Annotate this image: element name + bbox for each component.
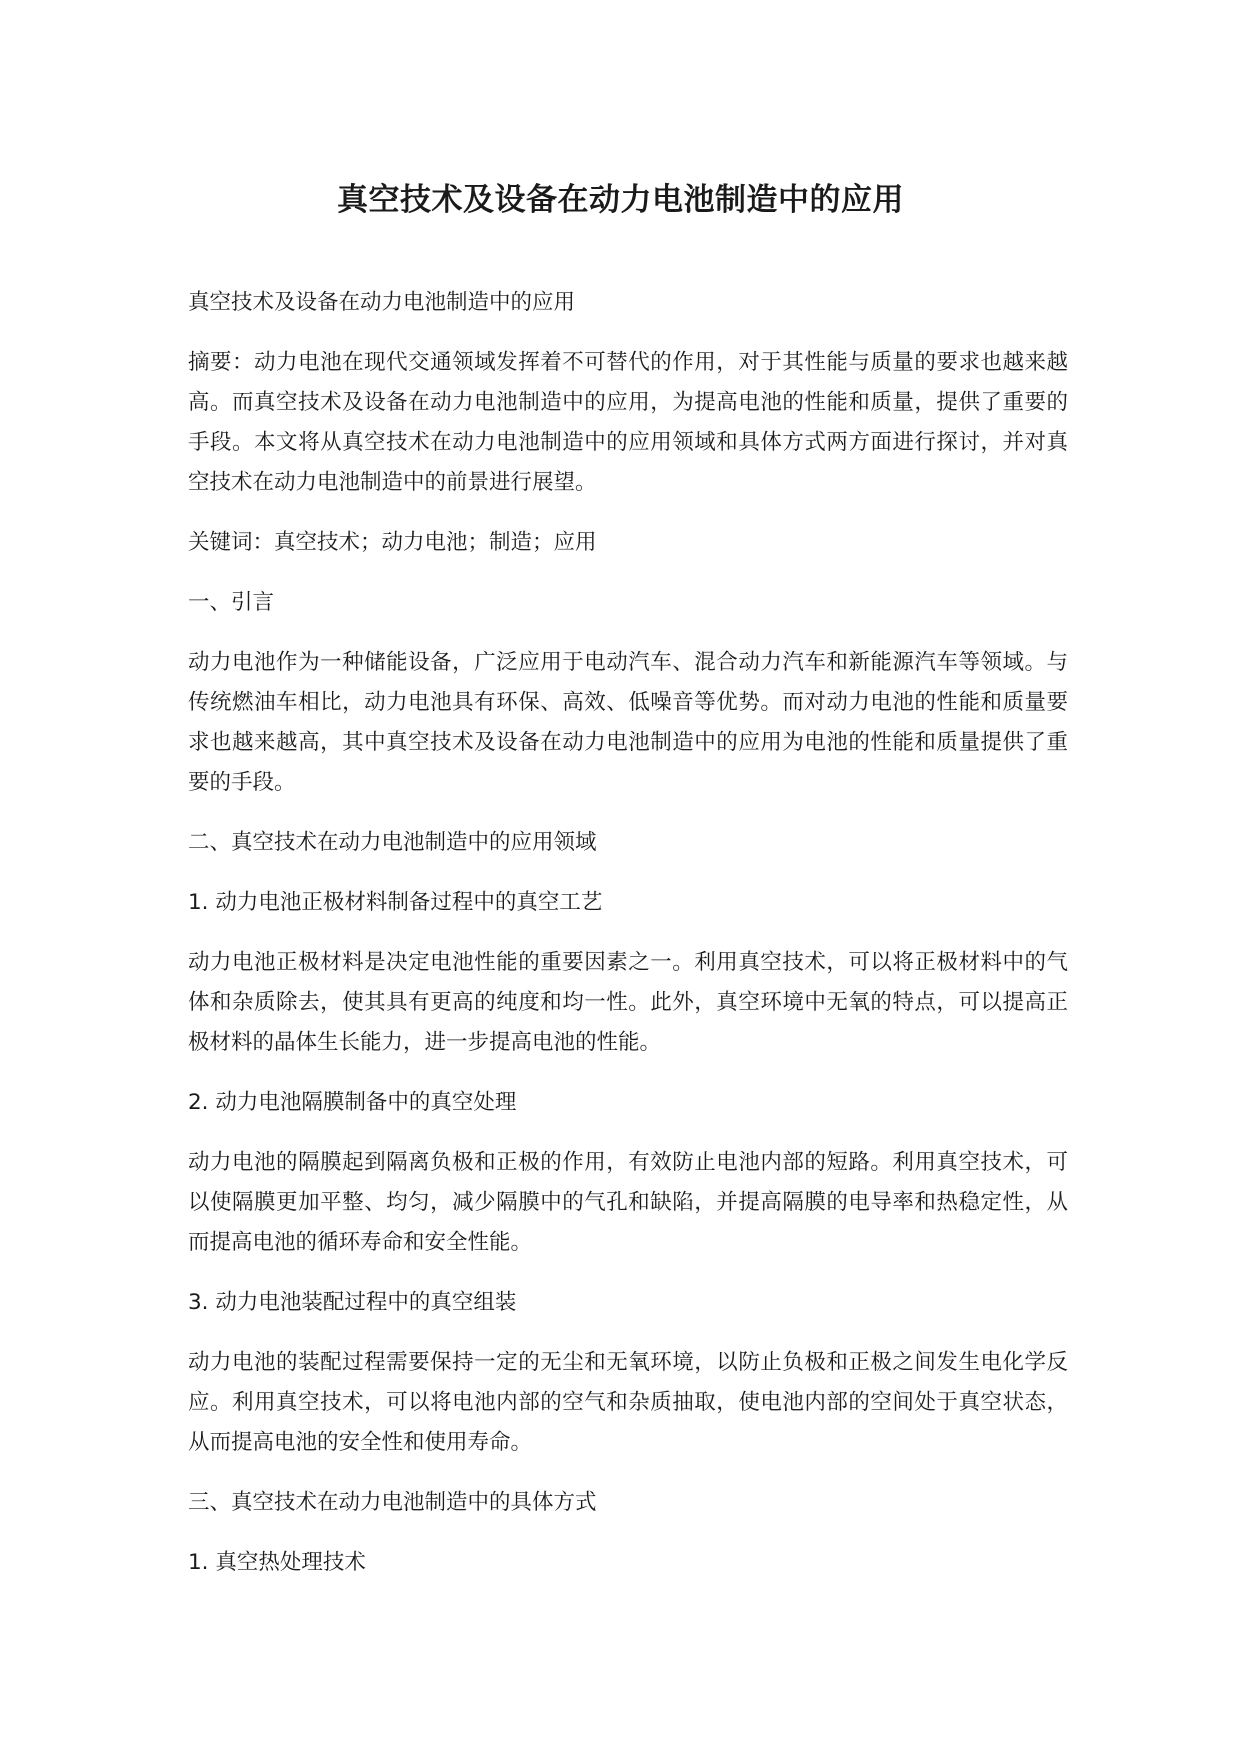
assembly-paragraph: 动力电池的装配过程需要保持一定的无尘和无氧环境，以防止负极和正极之间发生电化学反应。利用真空技术，可以将电池内部的空气和杂质抽取，使电池内部的空间处于真空状态，从而提高电池的安全性和使用寿命。 (188, 1350, 1068, 1455)
abstract-paragraph: 摘要：动力电池在现代交通领域发挥着不可替代的作用，对于其性能与质量的要求也越来越高。而真空技术及设备在动力电池制造中的应用，为提高电池的性能和质量，提供了重要的手段。本文将从真空技术在动力电池制造中的应用领域和具体方式两方面进行探讨，并对真空技术在动力电池制造中的前景进行展望。 (188, 350, 1068, 495)
subheading-cathode-material: 1. 动力电池正极材料制备过程中的真空工艺 (188, 890, 603, 915)
cathode-material-paragraph: 动力电池正极材料是决定电池性能的重要因素之一。利用真空技术，可以将正极材料中的气体和杂质除去，使其具有更高的纯度和均一性。此外，真空环境中无氧的特点，可以提高正极材料的晶体生长能力，进一步提高电池的性能。 (188, 950, 1068, 1055)
subheading-assembly: 3. 动力电池装配过程中的真空组装 (188, 1290, 517, 1315)
document-title: 真空技术及设备在动力电池制造中的应用 (337, 182, 904, 218)
introduction-paragraph: 动力电池作为一种储能设备，广泛应用于电动汽车、混合动力汽车和新能源汽车等领域。与传统燃油车相比，动力电池具有环保、高效、低噪音等优势。而对动力电池的性能和质量要求也越来越高，其中真空技术及设备在动力电池制造中的应用为电池的性能和质量提供了重要的手段。 (188, 650, 1068, 795)
section-heading-methods: 三、真空技术在动力电池制造中的具体方式 (188, 1490, 597, 1515)
section-heading-introduction: 一、引言 (188, 590, 275, 615)
keywords-paragraph: 关键词：真空技术；动力电池；制造；应用 (188, 530, 597, 555)
subtitle-paragraph: 真空技术及设备在动力电池制造中的应用 (188, 290, 576, 315)
section-heading-application-areas: 二、真空技术在动力电池制造中的应用领域 (188, 830, 597, 855)
subheading-separator: 2. 动力电池隔膜制备中的真空处理 (188, 1090, 517, 1115)
document-body (188, 283, 1068, 1603)
subheading-vacuum-heat-treatment: 1. 真空热处理技术 (188, 1550, 366, 1575)
separator-paragraph: 动力电池的隔膜起到隔离负极和正极的作用，有效防止电池内部的短路。利用真空技术，可以使隔膜更加平整、均匀，减少隔膜中的气孔和缺陷，并提高隔膜的电导率和热稳定性，从而提高电池的循环寿命和安全性能。 (188, 1150, 1068, 1255)
